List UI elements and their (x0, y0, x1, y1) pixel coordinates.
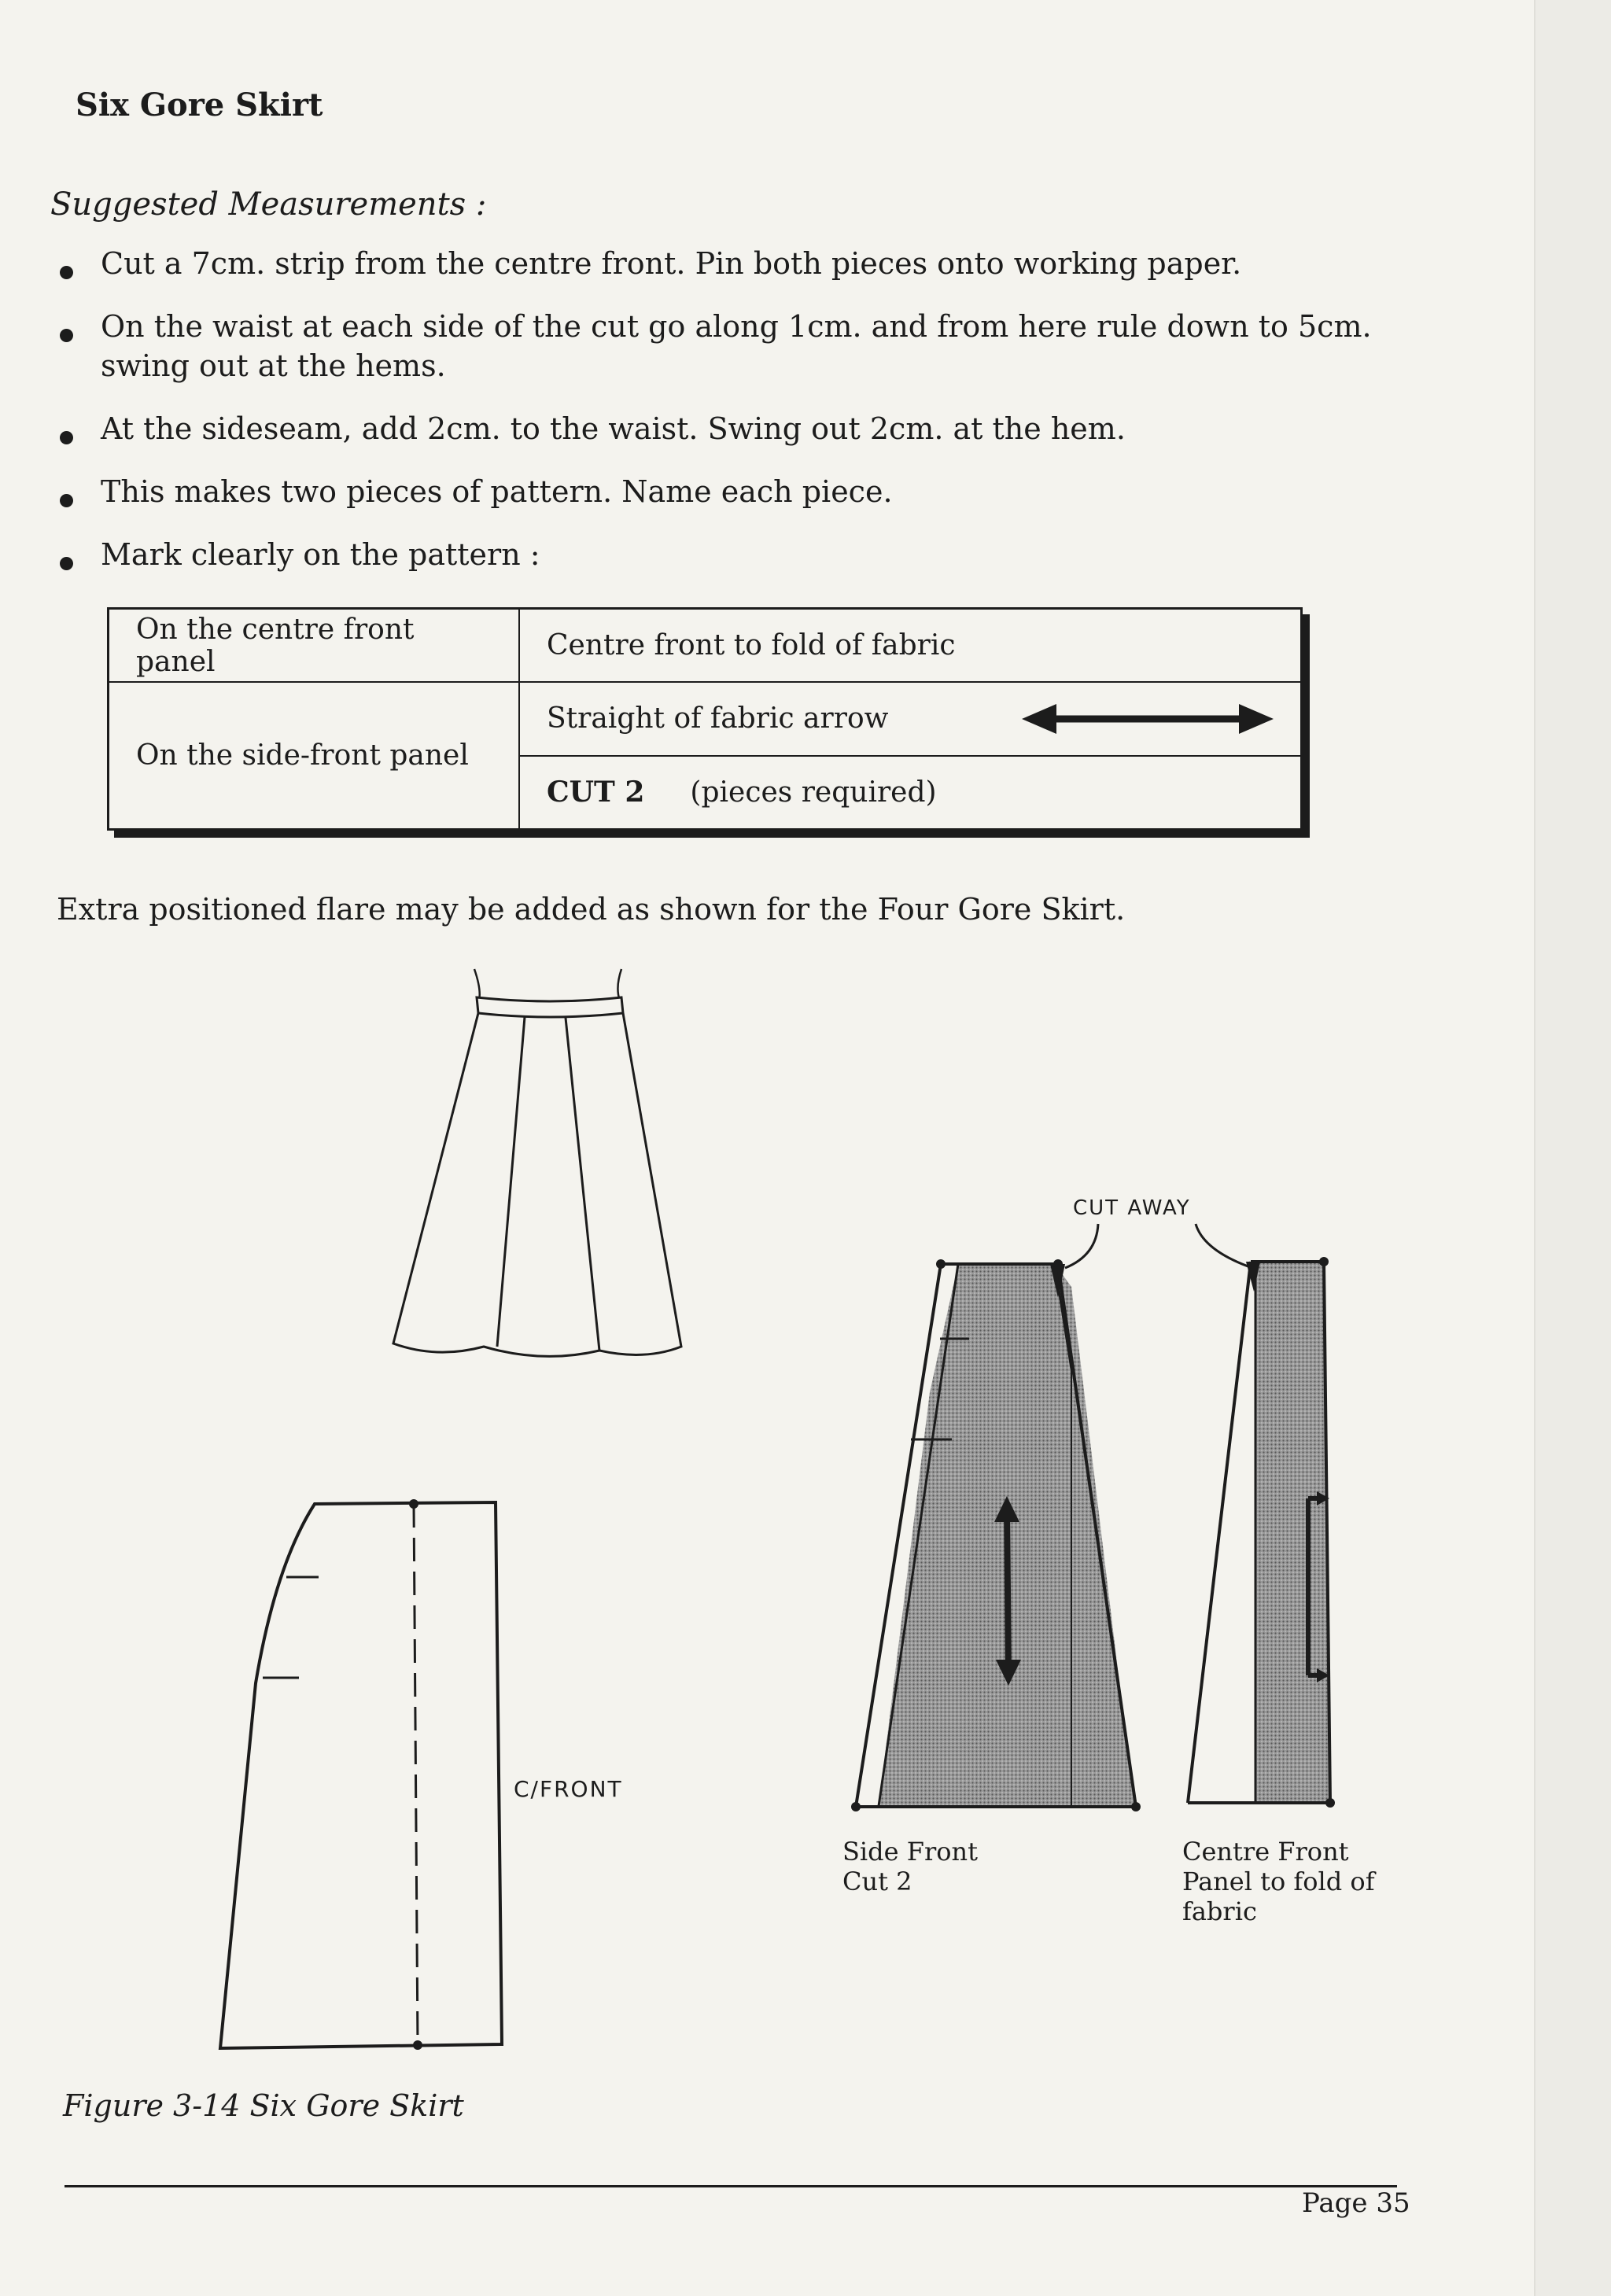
centre-front-label-line: Panel to fold of (1182, 1867, 1375, 1896)
page-number: Page 35 (1302, 2187, 1410, 2219)
instruction-item: On the waist at each side of the cut go along 1cm. and from here rule down to 5cm. swing out at the hems. (57, 307, 1410, 385)
centre-front-label-line: fabric (1182, 1896, 1257, 1926)
straight-of-fabric-label: Straight of fabric arrow (547, 702, 889, 735)
cut-away-leaders (1065, 1224, 1252, 1268)
table-cell-centre-front-panel: On the centre front panel (109, 609, 520, 683)
table-cell-fold-of-fabric: Centre front to fold of fabric (519, 609, 1302, 683)
c-front-label: C/FRONT (514, 1776, 623, 1802)
suggested-measurements-heading: Suggested Measurements : (50, 186, 487, 223)
figure-caption: Figure 3-14 Six Gore Skirt (63, 2088, 464, 2123)
side-front-label (842, 1837, 978, 1896)
front-block-pattern (220, 1499, 502, 2050)
cut-count-label: CUT 2 (547, 776, 645, 809)
side-front-label-line: Cut 2 (842, 1867, 912, 1896)
page-title: Six Gore Skirt (76, 87, 323, 123)
side-front-panel-pattern (851, 1259, 1141, 1811)
instruction-item: At the sideseam, add 2cm. to the waist. Swing out 2cm. at the hem. (57, 409, 1410, 448)
side-front-label-line: Side Front (842, 1837, 978, 1867)
extra-flare-note: Extra positioned flare may be added as shown for the Four Gore Skirt. (57, 892, 1126, 927)
pieces-required-note: (pieces required) (690, 776, 937, 809)
skirt-illustration (393, 969, 681, 1356)
instruction-item: This makes two pieces of pattern. Name each piece. (57, 472, 1410, 511)
footer-rule (65, 2185, 1397, 2187)
table-cell-side-front-panel: On the side-front panel (109, 682, 520, 829)
instruction-item: Cut a 7cm. strip from the centre front. Pin both pieces onto working paper. (57, 244, 1410, 283)
cut-away-label: CUT AWAY (1073, 1196, 1191, 1220)
centre-front-panel-pattern (1188, 1257, 1335, 1808)
centre-front-label-line: Centre Front (1182, 1837, 1349, 1867)
centre-front-label (1182, 1837, 1375, 1926)
instruction-item: Mark clearly on the pattern : (57, 535, 1410, 574)
